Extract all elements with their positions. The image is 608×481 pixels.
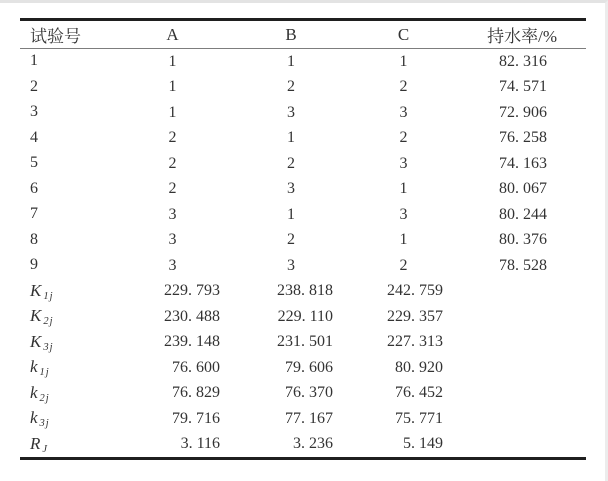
- row-label: [20, 202, 110, 228]
- cell-a: 3. 116: [180, 435, 220, 453]
- cell-c: 75. 771: [395, 409, 443, 427]
- row-label: [20, 100, 110, 126]
- row-label-subscript: J: [42, 443, 49, 455]
- cell-result: 76. 258: [499, 129, 547, 147]
- cell-c: 229. 357: [387, 307, 443, 325]
- cell-result: [460, 406, 586, 432]
- table-row: [20, 151, 586, 177]
- cell-a: 76. 600: [172, 358, 220, 376]
- col-header-water-holding-rate: 持水率/%: [460, 20, 586, 49]
- cell-result: 72. 906: [499, 103, 547, 121]
- row-label-subscript: 3j: [39, 418, 50, 430]
- cell-b: 3: [287, 180, 295, 198]
- table-row: [20, 381, 586, 407]
- row-label: [20, 177, 110, 203]
- cell-c: 2: [399, 129, 408, 147]
- row-label-subscript: 1j: [39, 367, 50, 379]
- cell-c: 1: [399, 231, 408, 249]
- cell-a: 1: [168, 78, 177, 96]
- row-label-base: 6: [30, 179, 38, 197]
- cell-b: 79. 606: [285, 358, 333, 376]
- row-label-base: 2: [30, 77, 38, 95]
- table-row: [20, 75, 586, 101]
- row-label-base: R: [30, 433, 41, 453]
- cell-result: 78. 528: [499, 256, 547, 274]
- cell-b: 2: [287, 154, 295, 172]
- row-label-base: 4: [30, 128, 38, 146]
- cell-a: 229. 793: [164, 282, 220, 300]
- row-label: [20, 432, 110, 459]
- row-label-subscript: 2j: [43, 316, 54, 328]
- row-label-subscript: 2j: [39, 392, 50, 404]
- cell-c: 242. 759: [387, 282, 443, 300]
- cell-b: 2: [287, 231, 295, 249]
- cell-a: 3: [168, 205, 177, 223]
- cell-result: 80. 244: [499, 205, 547, 223]
- cell-c: 2: [399, 256, 408, 274]
- cell-result: [460, 381, 586, 407]
- cell-result: 74. 163: [499, 154, 547, 172]
- cell-a: 76. 829: [172, 384, 220, 402]
- row-label: [20, 253, 110, 279]
- row-label: [20, 279, 110, 305]
- table-row: [20, 253, 586, 279]
- row-label: [20, 75, 110, 101]
- cell-b: 238. 818: [277, 282, 333, 300]
- row-label: [20, 355, 110, 381]
- table-row: [20, 304, 586, 330]
- cell-b: 229. 110: [277, 307, 333, 325]
- cell-result: [460, 279, 586, 305]
- cell-c: 3: [399, 205, 408, 223]
- cell-c: 3: [399, 154, 408, 172]
- cell-result: [460, 432, 586, 459]
- orthogonal-results-table: [20, 18, 586, 460]
- table-row: [20, 406, 586, 432]
- row-label: [20, 49, 110, 75]
- row-label-base: 3: [30, 103, 38, 121]
- cell-c: 3: [399, 103, 408, 121]
- row-label-base: k: [30, 382, 38, 402]
- cell-result: 80. 067: [499, 180, 547, 198]
- cell-a: 239. 148: [164, 333, 220, 351]
- cell-result: 80. 376: [499, 231, 547, 249]
- row-label-base: 9: [30, 256, 38, 274]
- row-label: [20, 406, 110, 432]
- cell-result: [460, 304, 586, 330]
- row-label-base: K: [30, 306, 42, 326]
- cell-b: 3. 236: [293, 435, 333, 453]
- cell-a: 3: [168, 231, 177, 249]
- cell-c: 80. 920: [395, 358, 443, 376]
- row-label-subscript: 1j: [43, 290, 54, 302]
- table-row: [20, 432, 586, 459]
- table-row: [20, 279, 586, 305]
- table-row: [20, 228, 586, 254]
- cell-b: 1: [287, 52, 295, 70]
- cell-c: 227. 313: [387, 333, 443, 351]
- row-label-base: 8: [30, 230, 38, 248]
- row-label-base: k: [30, 357, 38, 377]
- cell-a: 2: [168, 180, 177, 198]
- cell-c: 1: [399, 180, 408, 198]
- table-row: [20, 202, 586, 228]
- table-row: [20, 100, 586, 126]
- table-row: [20, 330, 586, 356]
- row-label-base: k: [30, 408, 38, 428]
- row-label: [20, 330, 110, 356]
- cell-b: 76. 370: [285, 384, 333, 402]
- cell-b: 3: [287, 256, 295, 274]
- col-header-trial-number: 试验号: [20, 20, 110, 49]
- cell-a: 230. 488: [164, 307, 220, 325]
- col-header-factor-a: A: [110, 20, 235, 49]
- col-header-factor-b: B: [235, 20, 347, 49]
- row-label-subscript: 3j: [43, 341, 54, 353]
- table-row: [20, 49, 586, 75]
- cell-a: 3: [168, 256, 177, 274]
- cell-a: 2: [168, 129, 177, 147]
- cell-c: 76. 452: [395, 384, 443, 402]
- cell-a: 1: [168, 103, 177, 121]
- cell-result: [460, 330, 586, 356]
- col-header-factor-c: C: [347, 20, 460, 49]
- cell-c: 1: [399, 52, 408, 70]
- cell-result: 74. 571: [499, 78, 547, 96]
- cell-c: 2: [399, 78, 408, 96]
- cell-b: 3: [287, 103, 295, 121]
- table-header-row: [20, 20, 586, 49]
- table-row: [20, 126, 586, 152]
- row-label: [20, 381, 110, 407]
- cell-b: 1: [287, 205, 295, 223]
- cell-a: 79. 716: [172, 409, 220, 427]
- row-label-base: 5: [30, 154, 38, 172]
- cell-a: 2: [168, 154, 177, 172]
- row-label: [20, 151, 110, 177]
- cell-b: 231. 501: [277, 333, 333, 351]
- cell-result: [460, 355, 586, 381]
- row-label-base: K: [30, 331, 42, 351]
- cell-b: 2: [287, 78, 295, 96]
- row-label-base: 7: [30, 205, 38, 223]
- cell-c: 5. 149: [403, 435, 443, 453]
- cell-b: 1: [287, 129, 295, 147]
- row-label-base: K: [30, 280, 42, 300]
- row-label: [20, 304, 110, 330]
- table-row: [20, 355, 586, 381]
- row-label: [20, 228, 110, 254]
- row-label: [20, 126, 110, 152]
- table-row: [20, 177, 586, 203]
- cell-a: 1: [168, 52, 177, 70]
- cell-result: 82. 316: [499, 52, 547, 70]
- cell-b: 77. 167: [285, 409, 333, 427]
- row-label-base: 1: [30, 52, 38, 70]
